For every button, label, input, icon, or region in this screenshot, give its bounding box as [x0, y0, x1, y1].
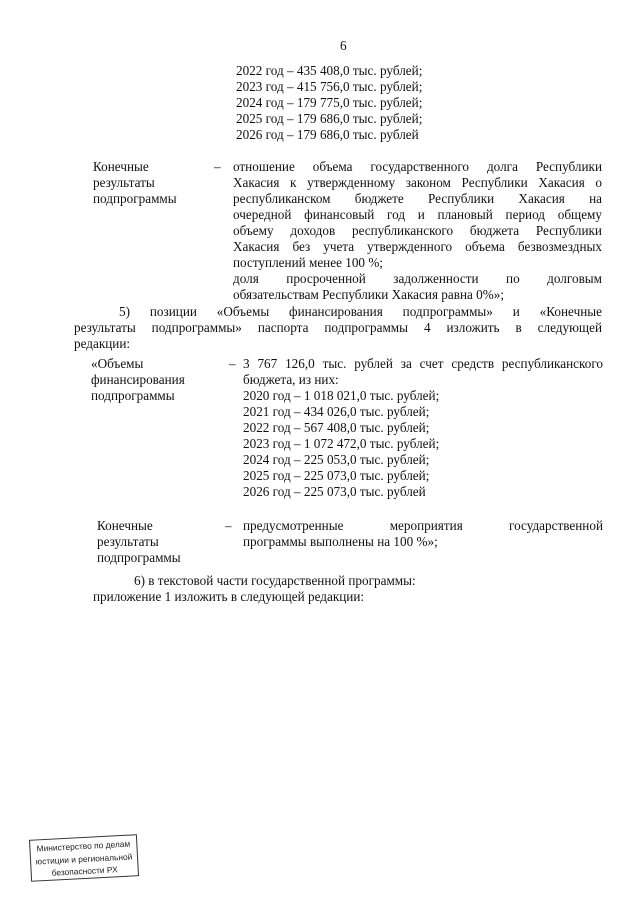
stamp-line: безопасности РХ: [51, 864, 118, 878]
text-line: объему доходов республиканского бюджета Республики: [233, 223, 602, 238]
text-line: бюджета, из них:: [243, 372, 339, 387]
block2-funding-text: [243, 356, 603, 500]
year-line: 2022 год – 567 408,0 тыс. рублей;: [243, 420, 430, 435]
year-line: 2026 год – 179 686,0 тыс. рублей: [236, 127, 419, 142]
year-line: 2024 год – 179 775,0 тыс. рублей;: [236, 95, 423, 110]
block2-results-text: [243, 518, 603, 550]
page-number: 6: [340, 38, 347, 53]
block1-years: [236, 63, 422, 143]
year-line: 2025 год – 179 686,0 тыс. рублей;: [236, 111, 423, 126]
text-line: Хакасия без учета утвержденного объема безвозмездных: [233, 239, 602, 254]
block1-results-label: [93, 159, 177, 207]
block2-results-label: [97, 518, 181, 566]
block2-funding-label: [91, 356, 185, 404]
text-line: очередной финансовый год и плановый период общему: [233, 207, 602, 222]
text-line: республиканском бюджете Республики Хакасия на: [233, 191, 602, 206]
para5-line3: редакции:: [74, 336, 131, 351]
text-line: поступлений менее 100 %;: [233, 255, 383, 270]
year-line: 2021 год – 434 026,0 тыс. рублей;: [243, 404, 430, 419]
text-line: программы выполнены на 100 %»;: [243, 534, 438, 549]
text-line: 3 767 126,0 тыс. рублей за счет средств республиканского: [243, 356, 603, 371]
para6-line1: 6) в текстовой части государственной программы:: [134, 573, 416, 588]
ministry-stamp: [29, 834, 139, 882]
year-line: 2026 год – 225 073,0 тыс. рублей: [243, 484, 426, 499]
block1-results-text: [233, 159, 602, 303]
dash: –: [214, 159, 221, 174]
para6-line2: приложение 1 изложить в следующей редакции:: [93, 589, 365, 604]
stamp-line: Министерство по делам: [36, 838, 131, 854]
label-line: подпрограммы: [91, 388, 175, 403]
label-line: Конечные: [97, 518, 153, 533]
label-line: подпрограммы: [93, 191, 177, 206]
label-line: подпрограммы: [97, 550, 181, 565]
year-line: 2024 год – 225 053,0 тыс. рублей;: [243, 452, 430, 467]
year-line: 2023 год – 1 072 472,0 тыс. рублей;: [243, 436, 440, 451]
para5-line2: результаты подпрограммы» паспорта подпрограммы 4 изложить в следующей: [74, 320, 602, 335]
text-line: Хакасия к утвержденному законом Республики Хакасия о: [233, 175, 602, 190]
year-line: 2022 год – 435 408,0 тыс. рублей;: [236, 63, 423, 78]
year-line: 2023 год – 415 756,0 тыс. рублей;: [236, 79, 423, 94]
label-line: результаты: [93, 175, 155, 190]
label-line: Конечные: [93, 159, 149, 174]
text-line: отношение объема государственного долга Республики: [233, 159, 602, 174]
text-line: доля просроченной задолженности по долговым: [233, 271, 602, 286]
stamp-line: юстиции и региональной: [35, 850, 133, 867]
label-line: результаты: [97, 534, 159, 549]
text-line: предусмотренные мероприятия государственной: [243, 518, 603, 533]
year-line: 2020 год – 1 018 021,0 тыс. рублей;: [243, 388, 440, 403]
year-line: 2025 год – 225 073,0 тыс. рублей;: [243, 468, 430, 483]
text-line: обязательствам Республики Хакасия равна 0%»;: [233, 287, 505, 302]
label-line: «Объемы: [91, 356, 144, 371]
para5-line1: 5) позиции «Объемы финансирования подпрограммы» и «Конечные: [119, 304, 602, 319]
label-line: финансирования: [91, 372, 185, 387]
dash: –: [229, 356, 236, 371]
dash: –: [225, 518, 232, 533]
